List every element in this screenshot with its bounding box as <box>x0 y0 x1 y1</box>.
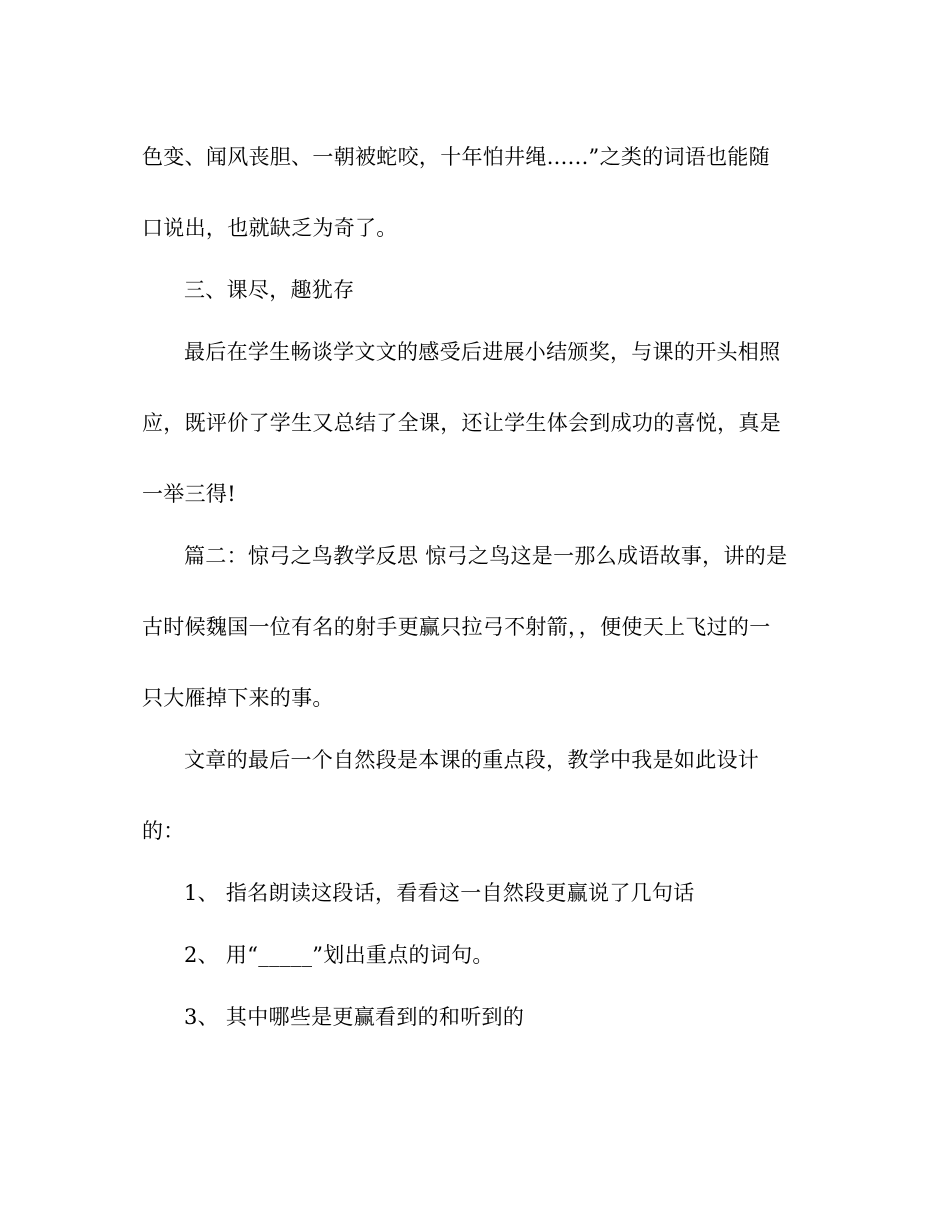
list-item-3: 3、 其中哪些是更赢看到的和听到的 <box>184 1005 525 1029</box>
text-line-9: 只大雁掉下来的事。 <box>142 686 334 710</box>
text-line-4: 最后在学生畅谈学文文的感受后进展小结颁奖，与课的开头相照 <box>184 340 781 364</box>
text-line-7: 篇二：惊弓之鸟教学反思 惊弓之鸟这是一那么成语故事，讲的是 <box>184 544 788 568</box>
text-line-6: 一举三得! <box>142 482 236 506</box>
list-item-1: 1、 指名朗读这段话，看看这一自然段更赢说了几句话 <box>184 881 695 905</box>
text-line-1: 色变、闻风丧胆、一朝被蛇咬，十年怕井绳......”之类的词语也能随 <box>142 145 770 169</box>
section-heading: 三、课尽，趣犹存 <box>184 278 355 302</box>
text-line-5: 应，既评价了学生又总结了全课，还让学生体会到成功的喜悦，真是 <box>142 411 781 435</box>
list-item-2: 2、 用“_____”划出重点的词句。 <box>184 943 494 967</box>
text-line-2: 口说出，也就缺乏为奇了。 <box>142 216 398 240</box>
text-line-8: 古时候魏国一位有名的射手更赢只拉弓不射箭，，便使天上飞过的一 <box>142 615 771 639</box>
text-line-10: 文章的最后一个自然段是本课的重点段，教学中我是如此设计 <box>184 748 760 772</box>
text-line-11: 的： <box>142 819 185 843</box>
